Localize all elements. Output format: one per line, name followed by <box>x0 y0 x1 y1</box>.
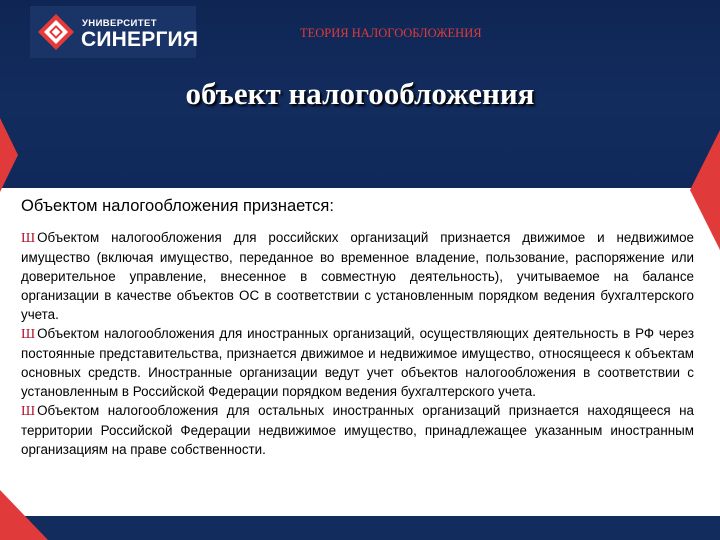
section-caption: ТЕОРИЯ НАЛОГООБЛОЖЕНИЯ <box>300 26 482 40</box>
logo <box>30 6 199 58</box>
list-item <box>21 401 694 459</box>
right-chevron-decoration <box>690 130 720 250</box>
list-item <box>21 324 694 401</box>
paragraph-text: Объектом налогообложения для иностранных организаций, осуществляющих деятельность в РФ через постоянные представительства, признается движимое и недвижимое имущество, относящееся к объектам основных средств. Иностранные организации ведут учет объектов налогообложения в соответствии с установленным в Российской Федерации порядком ведения бухгалтерского учета. <box>21 326 694 399</box>
bullet-marker: Ш <box>21 327 36 342</box>
list-item <box>21 228 694 324</box>
synergy-logo-icon <box>37 13 75 51</box>
paragraph-text: Объектом налогообложения для российских организаций признается движимое и недвижимое имущество (включая имущество, переданное во временное владение, пользование, распоряжение или доверительное управление, внесенное в совместную деятельность), учитываемое на балансе организации в качестве объектов ОС в соответствии с установленным порядком ведения бухгалтерского учета. <box>21 230 694 322</box>
paragraph-text: Объектом налогообложения для остальных иностранных организаций признается находящееся на территории Российской Федерации недвижимое имущество, принадлежащее указанным иностранным организациям на праве собственности. <box>21 403 694 457</box>
logo-main-text: СИНЕРГИЯ <box>81 28 199 51</box>
intro-text: Объектом налогообложения признается: <box>21 197 334 215</box>
header-band <box>0 0 720 188</box>
footer-band <box>0 516 720 540</box>
slide-title: объект налогообложения <box>185 76 535 111</box>
bullet-marker: Ш <box>21 404 36 419</box>
content-area <box>21 196 694 459</box>
bottom-left-chevron-decoration <box>0 490 48 540</box>
logo-top-text: УНИВЕРСИТЕТ <box>82 18 157 29</box>
left-chevron-decoration <box>0 118 18 192</box>
bullet-marker: Ш <box>21 231 36 246</box>
